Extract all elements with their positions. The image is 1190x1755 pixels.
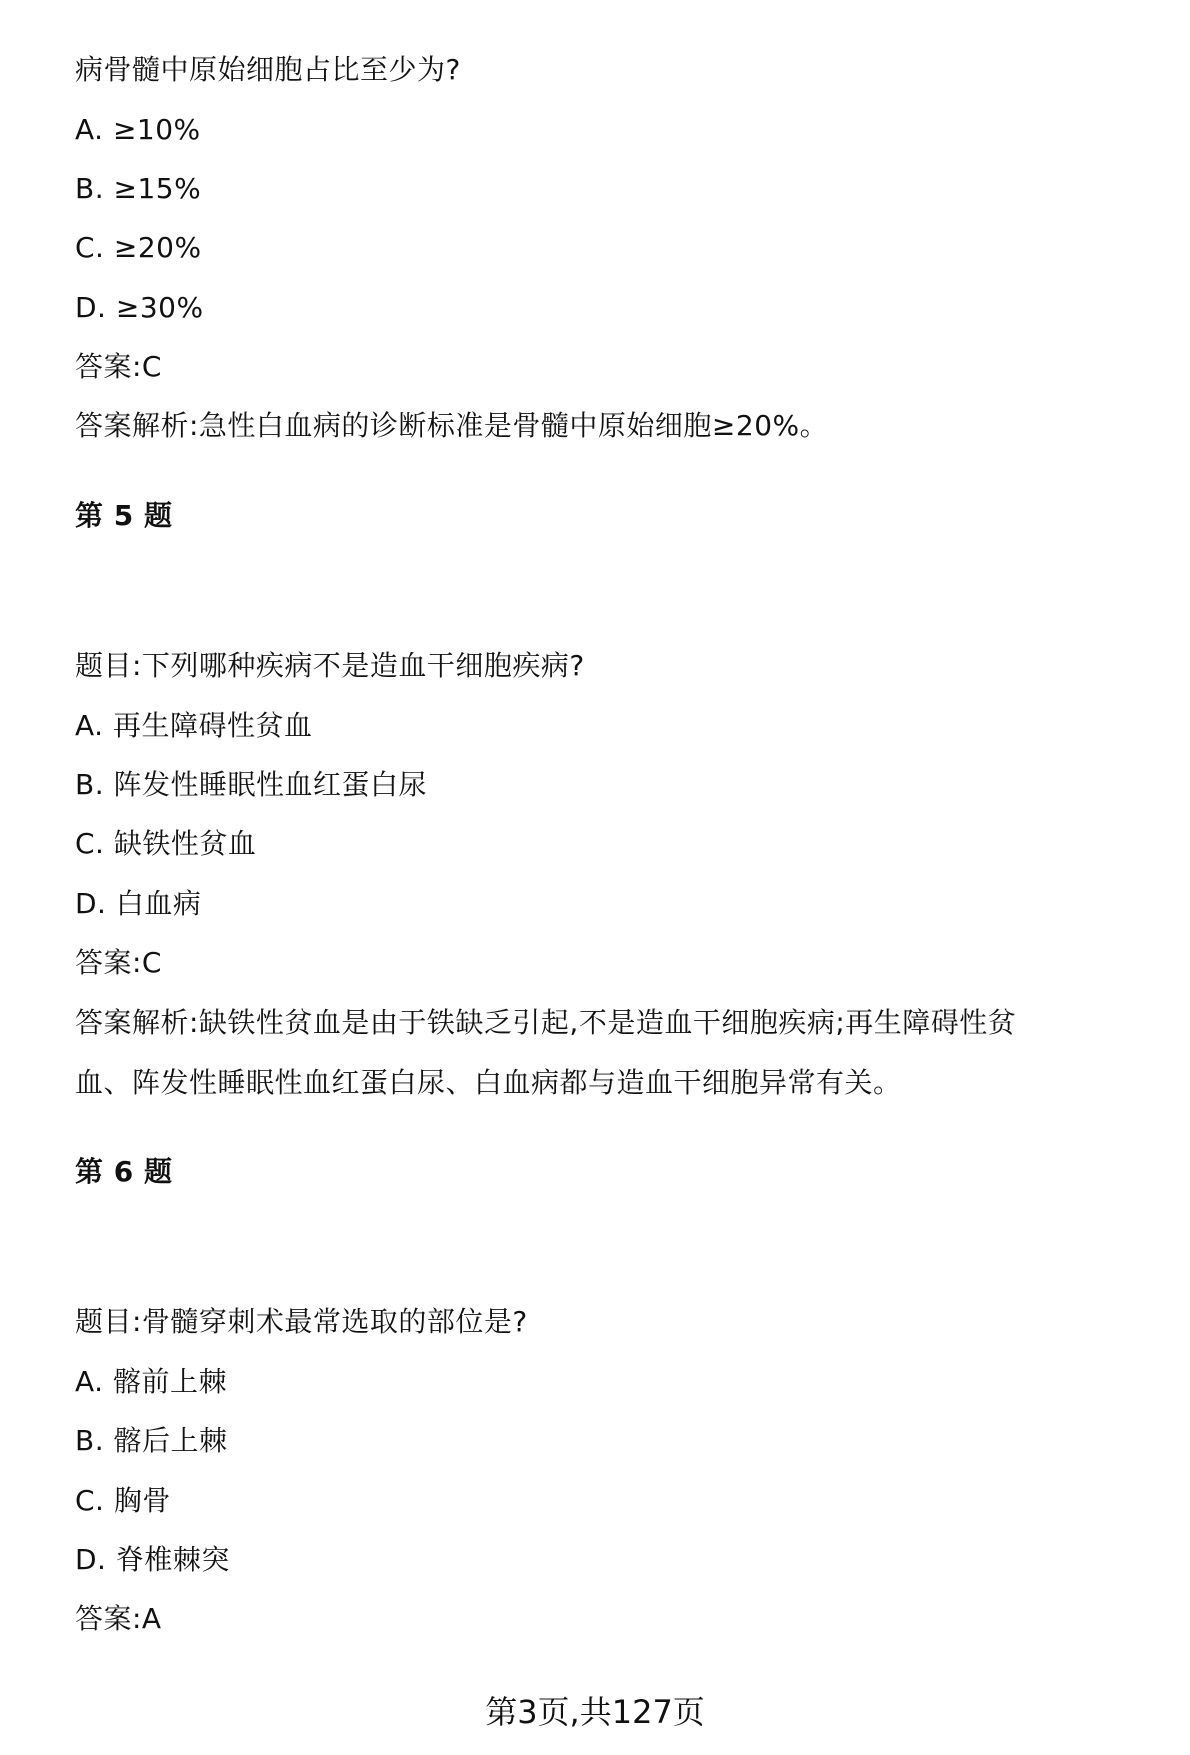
q6-answer: 答案:A bbox=[75, 1602, 162, 1635]
q5-answer: 答案:C bbox=[75, 946, 162, 979]
q4-option-c: C. ≥20% bbox=[75, 231, 202, 264]
q4-stem-tail: 病骨髓中原始细胞占比至少为? bbox=[75, 53, 461, 86]
q6-option-d: D. 脊椎棘突 bbox=[75, 1543, 230, 1576]
q6-option-b: B. 髂后上棘 bbox=[75, 1424, 228, 1457]
q4-option-a: A. ≥10% bbox=[75, 113, 201, 146]
q5-option-b: B. 阵发性睡眠性血红蛋白尿 bbox=[75, 768, 428, 801]
q5-option-c: C. 缺铁性贫血 bbox=[75, 827, 257, 860]
q6-heading: 第 6 题 bbox=[75, 1155, 173, 1188]
q5-stem: 题目:下列哪种疾病不是造血干细胞疾病? bbox=[75, 649, 585, 682]
q4-analysis: 答案解析:急性白血病的诊断标准是骨髓中原始细胞≥20%。 bbox=[75, 409, 829, 442]
q5-analysis-line-2: 血、阵发性睡眠性血红蛋白尿、白血病都与造血干细胞异常有关。 bbox=[75, 1066, 902, 1099]
q5-heading: 第 5 题 bbox=[75, 499, 173, 532]
page-number-footer: 第3页,共127页 bbox=[485, 1693, 705, 1731]
q4-answer: 答案:C bbox=[75, 350, 162, 383]
q4-option-d: D. ≥30% bbox=[75, 291, 204, 324]
q6-option-a: A. 髂前上棘 bbox=[75, 1365, 227, 1398]
q6-stem: 题目:骨髓穿刺术最常选取的部位是? bbox=[75, 1305, 528, 1338]
q5-option-d: D. 白血病 bbox=[75, 887, 202, 920]
q5-analysis-line-1: 答案解析:缺铁性贫血是由于铁缺乏引起,不是造血干细胞疾病;再生障碍性贫 bbox=[75, 1006, 1017, 1039]
q6-option-c: C. 胸骨 bbox=[75, 1484, 171, 1517]
q5-option-a: A. 再生障碍性贫血 bbox=[75, 709, 313, 742]
q4-option-b: B. ≥15% bbox=[75, 172, 202, 205]
